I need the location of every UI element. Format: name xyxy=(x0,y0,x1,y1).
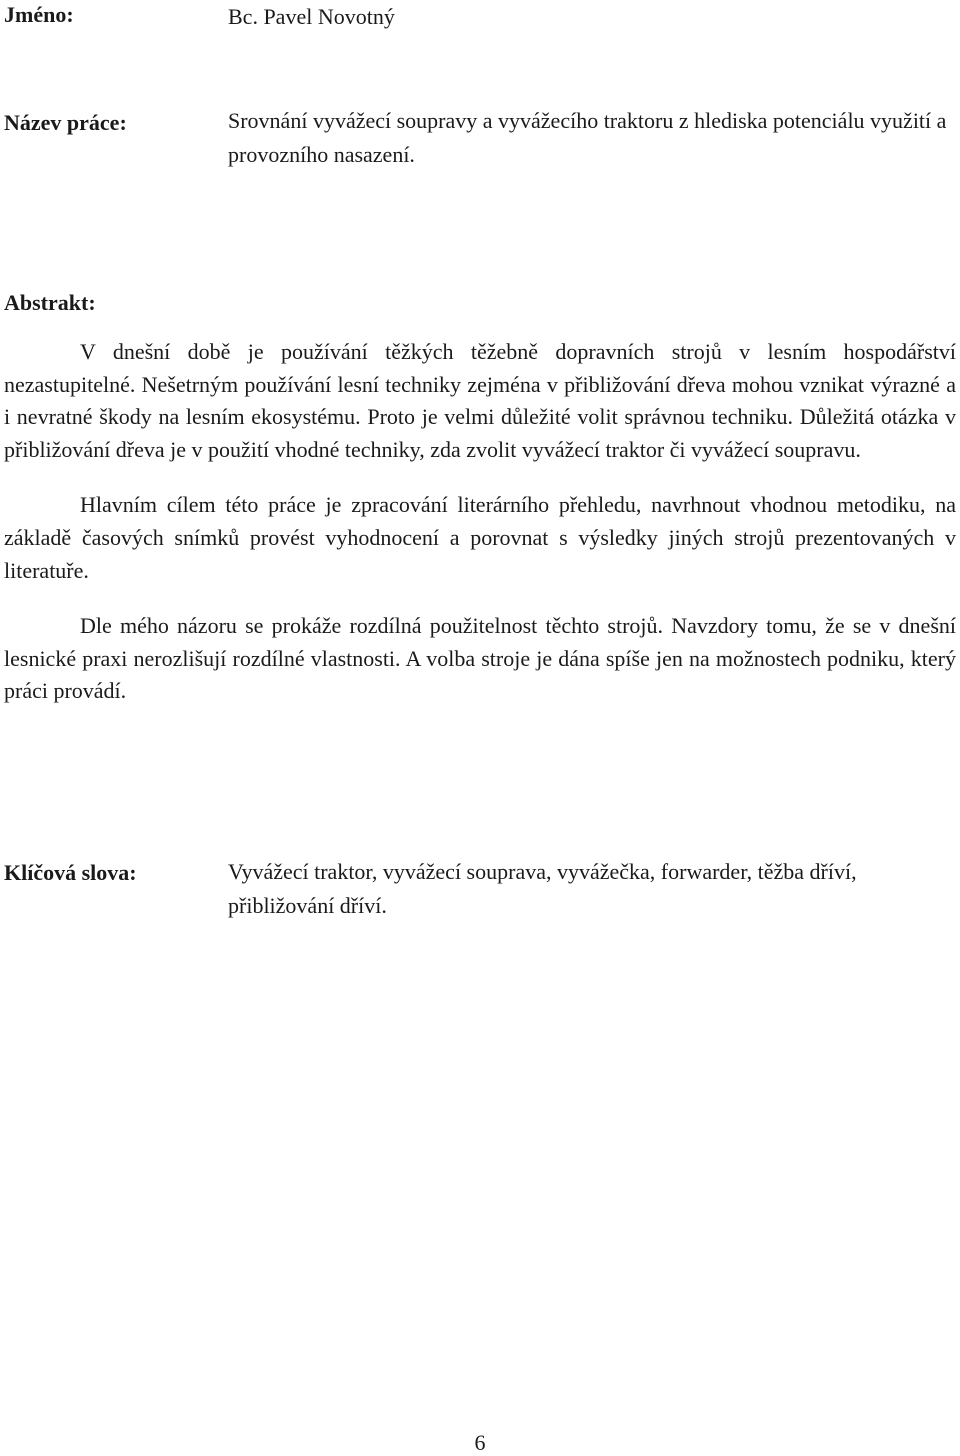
keywords-label: Klíčová slova: xyxy=(4,860,137,885)
abstract-heading: Abstrakt: xyxy=(4,290,96,315)
page-number: 6 xyxy=(474,1430,486,1455)
author-name: Bc. Pavel Novotný xyxy=(228,4,395,29)
abstract-paragraph-3: Dle mého názoru se prokáže rozdílná použitelnost těchto strojů. Navzdory tomu, že se v dnešní lesnické praxi nerozlišují rozdílné vlastnosti. A volba stroje je dána spíše jen na možnostech podniku, který práci provádí. xyxy=(4,613,956,704)
author-label: Jméno: xyxy=(4,2,74,27)
thesis-title: Srovnání vyvážecí soupravy a vyvážecího traktoru z hlediska potenciálu využití a provozního nasazení. xyxy=(228,108,947,167)
keywords-value: Vyvážecí traktor, vyvážecí souprava, vyvážečka, forwarder, těžba dříví, přibližování dříví. xyxy=(228,859,857,918)
abstract-paragraph-1: V dnešní době je používání těžkých těžebně dopravních strojů v lesním hospodářství nezastupitelné. Nešetrným používání lesní techniky zejména v přibližování dřeva mohou vznikat výrazné a i nevratné škody na lesním ekosystému. Proto je velmi důležité volit správnou techniku. Důležitá otázka v přibližování dřeva je v použití vhodné techniky, zda zvolit vyvážecí traktor či vyvážecí soupravu. xyxy=(4,339,956,462)
thesis-title-label: Název práce: xyxy=(4,110,127,135)
abstract-paragraph-2: Hlavním cílem této práce je zpracování literárního přehledu, navrhnout vhodnou metodiku, na základě časových snímků provést vyhodnocení a porovnat s výsledky jiných strojů prezentovaných v literatuře. xyxy=(4,492,956,583)
abstract-body xyxy=(4,336,956,708)
